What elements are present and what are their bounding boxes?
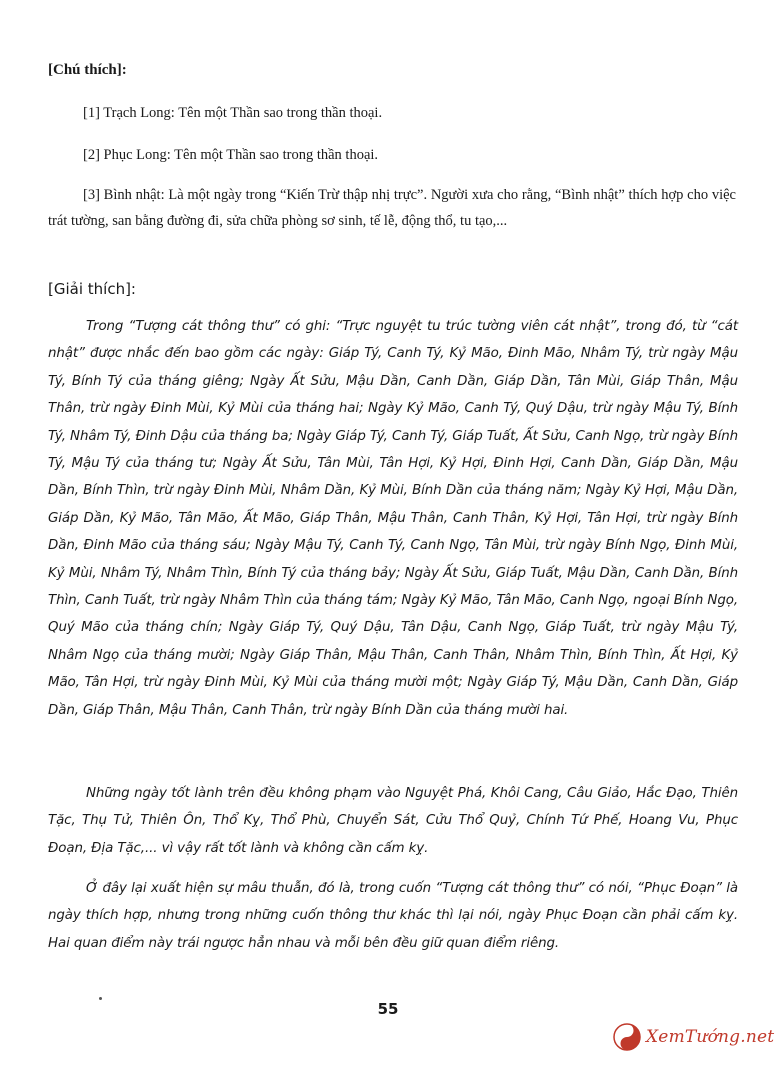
explanation-heading: [Giải thích]: xyxy=(48,280,136,298)
explanation-paragraph-1: Trong “Tượng cát thông thư” có ghi: “Trực nguyệt tu trúc tường viên cát nhật”, trong đó, từ “cát nhật” được nhắc đến bao gồm các ngày: Giáp Tý, Canh Tý, Kỷ Mão, Đinh Mão, Nhâm Tý, trừ ngày Mậu Tý, Bính Tý của tháng giêng; Ngày Ất Sửu, Mậu Dần, Canh Dần, Giáp Dần, Tân Mùi, Giáp Thân, Mậu Thân, trừ ngày Đinh Mùi, Kỷ Mùi của tháng hai; Ngày Kỷ Mão, Canh Tý, Quý Dậu, trừ ngày Mậu Tý, Bính Tý, Nhâm Tý, Đinh Dậu của tháng ba; Ngày Giáp Tý, Canh Tý, Giáp Tuất, Ất Sửu, Canh Ngọ, trừ ngày Bính Tý, Mậu Tý của tháng tư; Ngày Ất Sửu, Tân Mùi, Tân Hợi, Kỷ Hợi, Đinh Hợi, Canh Dần, Giáp Dần, Mậu Dần, Bính Thìn, trừ ngày Đinh Mùi, Nhâm Dần, Kỷ Mùi, Bính Dần của tháng năm; Ngày Kỷ Hợi, Mậu Dần, Giáp Dần, Kỷ Mão, Tân Mão, Ất Mão, Giáp Thân, Mậu Thân, Canh Thân, Kỷ Hợi, Tân Hợi, trừ ngày Bính Dần, Đinh Mão của tháng sáu; Ngày Mậu Tý, Canh Tý, Canh Ngọ, Tân Mùi, trừ ngày Bính Ngọ, Đinh Mùi, Kỷ Mùi, Nhâm Tý, Nhâm Thìn, Bính Tý của tháng bảy; Ngày Ất Sửu, Giáp Tuất, Mậu Dần, Canh Dần, Bính Thìn, Canh Tuất, trừ ngày Nhâm Thìn của tháng tám; Ngày Kỷ Mão, Tân Mão, Canh Ngọ, ngoại Bính Ngọ, Quý Mão của tháng chín; Ngày Giáp Tý, Quý Dậu, Tân Dậu, Canh Ngọ, Giáp Tuất, trừ ngày Mậu Tý, Nhâm Ngọ của tháng mười; Ngày Giáp Thân, Mậu Thân, Canh Thân, Nhâm Thìn, Bính Thìn, Ất Hợi, Kỷ Mão, Tân Hợi, trừ ngày Đinh Mùi, Kỷ Mùi của tháng mười một; Ngày Giáp Tý, Mậu Dần, Canh Dần, Giáp Dần, Giáp Thân, Mậu Thân, Canh Thân, trừ ngày Bính Dần của tháng mười hai. xyxy=(48,319,738,718)
page-number: 55 xyxy=(377,1000,399,1018)
note-1: [1] Trạch Long: Tên một Thần sao trong thần thoại. xyxy=(83,105,383,121)
note-2: [2] Phục Long: Tên một Thần sao trong thần thoại. xyxy=(83,147,379,163)
notes-heading: [Chú thích]: xyxy=(48,62,127,78)
watermark-text: XemTướng.net xyxy=(646,1027,775,1047)
watermark xyxy=(612,1022,774,1052)
explanation-paragraph-2: Những ngày tốt lành trên đều không phạm vào Nguyệt Phá, Khôi Cang, Câu Giảo, Hắc Đạo, Thiên Tặc, Thụ Tử, Thiên Ôn, Thổ Kỵ, Thổ Phù, Chuyển Sát, Cửu Thổ Quỷ, Chính Tứ Phế, Hoang Vu, Phục Đoạn, Địa Tặc,... vì vậy rất tốt lành và không cần cấm kỵ. xyxy=(48,786,738,856)
explanation-paragraph-3: Ở đây lại xuất hiện sự mâu thuẫn, đó là, trong cuốn “Tượng cát thông thư” có nói, “Phục Đoạn” là ngày thích hợp, nhưng trong những cuốn thông thư khác thì lại nói, ngày Phục Đoạn cần phải cấm kỵ. Hai quan điểm này trái ngược hẳn nhau và mỗi bên đều giữ quan điểm riêng. xyxy=(48,881,738,951)
yin-yang-icon xyxy=(612,1022,642,1052)
note-3: [3] Bình nhật: Là một ngày trong “Kiến Trừ thập nhị trực”. Người xưa cho rằng, “Bình nhật” thích hợp cho việc trát tường, san bằng đường đi, sửa chữa phòng sơ sinh, tế lễ, động thổ, tu tạo,... xyxy=(48,187,736,229)
